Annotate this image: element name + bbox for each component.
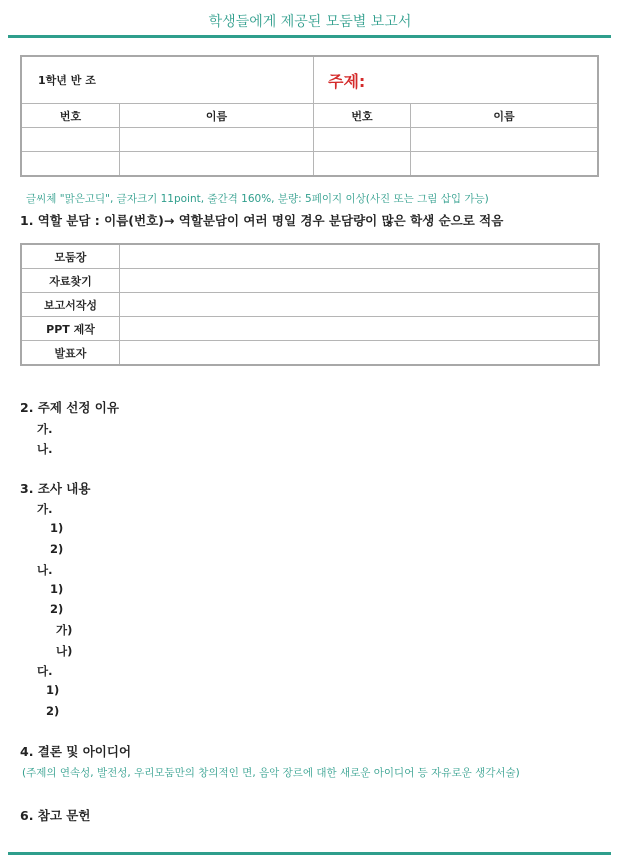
section-reason-title: 2. 주제 선정 이유 bbox=[20, 400, 119, 415]
role-value-cell[interactable] bbox=[120, 317, 600, 341]
research-item: 1) bbox=[50, 582, 64, 596]
name-cell[interactable] bbox=[120, 128, 314, 152]
role-label-presenter: 발표자 bbox=[21, 341, 120, 366]
topic-label: 주제: bbox=[314, 56, 599, 104]
number-cell[interactable] bbox=[21, 152, 120, 177]
header-name-2: 이름 bbox=[411, 104, 599, 128]
bottom-divider bbox=[8, 852, 611, 855]
research-item: 가) bbox=[56, 623, 73, 637]
role-row bbox=[21, 341, 599, 366]
page-title: 학생들에게 제공된 모둠별 보고서 bbox=[208, 14, 412, 30]
role-value-cell[interactable] bbox=[120, 341, 600, 366]
format-note: 글씨체 "맑은고딕", 글자크기 11point, 줄간격 160%, 분량: 5페이지 이상(사진 또는 그림 삽입 가능) bbox=[26, 193, 489, 205]
header-number-2: 번호 bbox=[314, 104, 411, 128]
role-row bbox=[21, 244, 599, 269]
research-item: 다. bbox=[37, 664, 53, 678]
research-item: 1) bbox=[46, 683, 60, 697]
header-number-1: 번호 bbox=[21, 104, 120, 128]
info-row bbox=[21, 128, 598, 152]
role-value-cell[interactable] bbox=[120, 293, 600, 317]
research-item: 가. bbox=[37, 502, 53, 516]
name-cell[interactable] bbox=[411, 152, 599, 177]
section-role-title: 1. 역할 분담 : 이름(번호)→ 역할분담이 여러 명일 경우 분담량이 많은 학생 순으로 적음 bbox=[20, 213, 504, 228]
research-item: 나. bbox=[37, 563, 53, 577]
research-item: 1) bbox=[50, 521, 64, 535]
class-group-label: 1학년 반 조 bbox=[21, 56, 314, 104]
number-cell[interactable] bbox=[314, 152, 411, 177]
role-label-ppt: PPT 제작 bbox=[21, 317, 120, 341]
research-item: 2) bbox=[50, 602, 64, 616]
info-header-row bbox=[21, 104, 598, 128]
role-row bbox=[21, 269, 599, 293]
number-cell[interactable] bbox=[314, 128, 411, 152]
section-research-title: 3. 조사 내용 bbox=[20, 481, 91, 496]
role-label-research: 자료찾기 bbox=[21, 269, 120, 293]
role-table bbox=[20, 243, 600, 366]
reason-item: 나. bbox=[37, 442, 53, 456]
role-row bbox=[21, 293, 599, 317]
top-divider bbox=[8, 35, 611, 38]
name-cell[interactable] bbox=[120, 152, 314, 177]
header-name-1: 이름 bbox=[120, 104, 314, 128]
number-cell[interactable] bbox=[21, 128, 120, 152]
research-item: 2) bbox=[46, 704, 60, 718]
role-value-cell[interactable] bbox=[120, 244, 600, 269]
conclusion-note: (주제의 연속성, 발전성, 우리모둠만의 창의적인 면, 음악 장르에 대한 새로운 아이디어 등 자유로운 생각서술) bbox=[22, 767, 520, 779]
student-info-table bbox=[20, 55, 599, 177]
role-value-cell[interactable] bbox=[120, 269, 600, 293]
research-item: 2) bbox=[50, 542, 64, 556]
role-label-report: 보고서작성 bbox=[21, 293, 120, 317]
info-row bbox=[21, 152, 598, 177]
section-conclusion-title: 4. 결론 및 아이디어 bbox=[20, 744, 132, 759]
role-label-leader: 모둠장 bbox=[21, 244, 120, 269]
research-item: 나) bbox=[56, 644, 73, 658]
section-references-title: 6. 참고 문헌 bbox=[20, 808, 91, 823]
role-row bbox=[21, 317, 599, 341]
name-cell[interactable] bbox=[411, 128, 599, 152]
info-head-row bbox=[21, 56, 598, 104]
reason-item: 가. bbox=[37, 422, 53, 436]
